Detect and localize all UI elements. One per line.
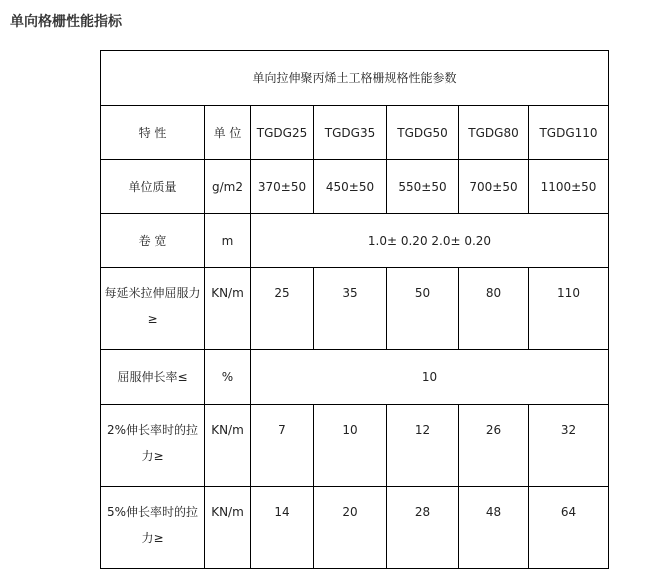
row-unit: KN/m [205,487,251,569]
header-unit: 单 位 [205,106,251,160]
row-value: 48 [459,487,529,569]
header-model: TGDG50 [387,106,459,160]
header-model: TGDG80 [459,106,529,160]
header-model: TGDG25 [251,106,314,160]
row-value: 14 [251,487,314,569]
row-property: 5%伸长率时的拉力≥ [101,487,205,569]
row-value: 25 [251,268,314,350]
row-unit: KN/m [205,405,251,487]
table-row-unit-mass [101,160,609,214]
row-value: 700±50 [459,160,529,214]
row-value: 28 [387,487,459,569]
row-value: 550±50 [387,160,459,214]
row-unit: % [205,350,251,405]
row-merged-value: 1.0± 0.20 2.0± 0.20 [251,214,609,268]
table-row-yield-elongation [101,350,609,405]
row-value: 20 [314,487,387,569]
row-property: 每延米拉伸屈服力≥ [101,268,205,350]
header-model: TGDG35 [314,106,387,160]
row-property: 2%伸长率时的拉力≥ [101,405,205,487]
row-unit: g/m2 [205,160,251,214]
header-property: 特 性 [101,106,205,160]
row-property: 卷 宽 [101,214,205,268]
table-row-yield-strength [101,268,609,350]
table-title-row [101,51,609,106]
row-merged-value: 10 [251,350,609,405]
row-unit: KN/m [205,268,251,350]
row-value: 450±50 [314,160,387,214]
row-value: 7 [251,405,314,487]
row-value: 110 [529,268,609,350]
table-row-force-2pct [101,405,609,487]
row-property: 单位质量 [101,160,205,214]
table-row-roll-width [101,214,609,268]
spec-table [100,50,609,569]
page-title: 单向格栅性能指标 [10,14,122,30]
row-value: 64 [529,487,609,569]
header-model: TGDG110 [529,106,609,160]
table-title: 单向拉伸聚丙烯土工格栅规格性能参数 [101,51,609,106]
row-value: 26 [459,405,529,487]
row-unit: m [205,214,251,268]
row-property: 屈服伸长率≤ [101,350,205,405]
row-value: 32 [529,405,609,487]
row-value: 80 [459,268,529,350]
row-value: 1100±50 [529,160,609,214]
row-value: 12 [387,405,459,487]
row-value: 50 [387,268,459,350]
table-header-row [101,106,609,160]
row-value: 35 [314,268,387,350]
row-value: 370±50 [251,160,314,214]
table-row-force-5pct [101,487,609,569]
row-value: 10 [314,405,387,487]
